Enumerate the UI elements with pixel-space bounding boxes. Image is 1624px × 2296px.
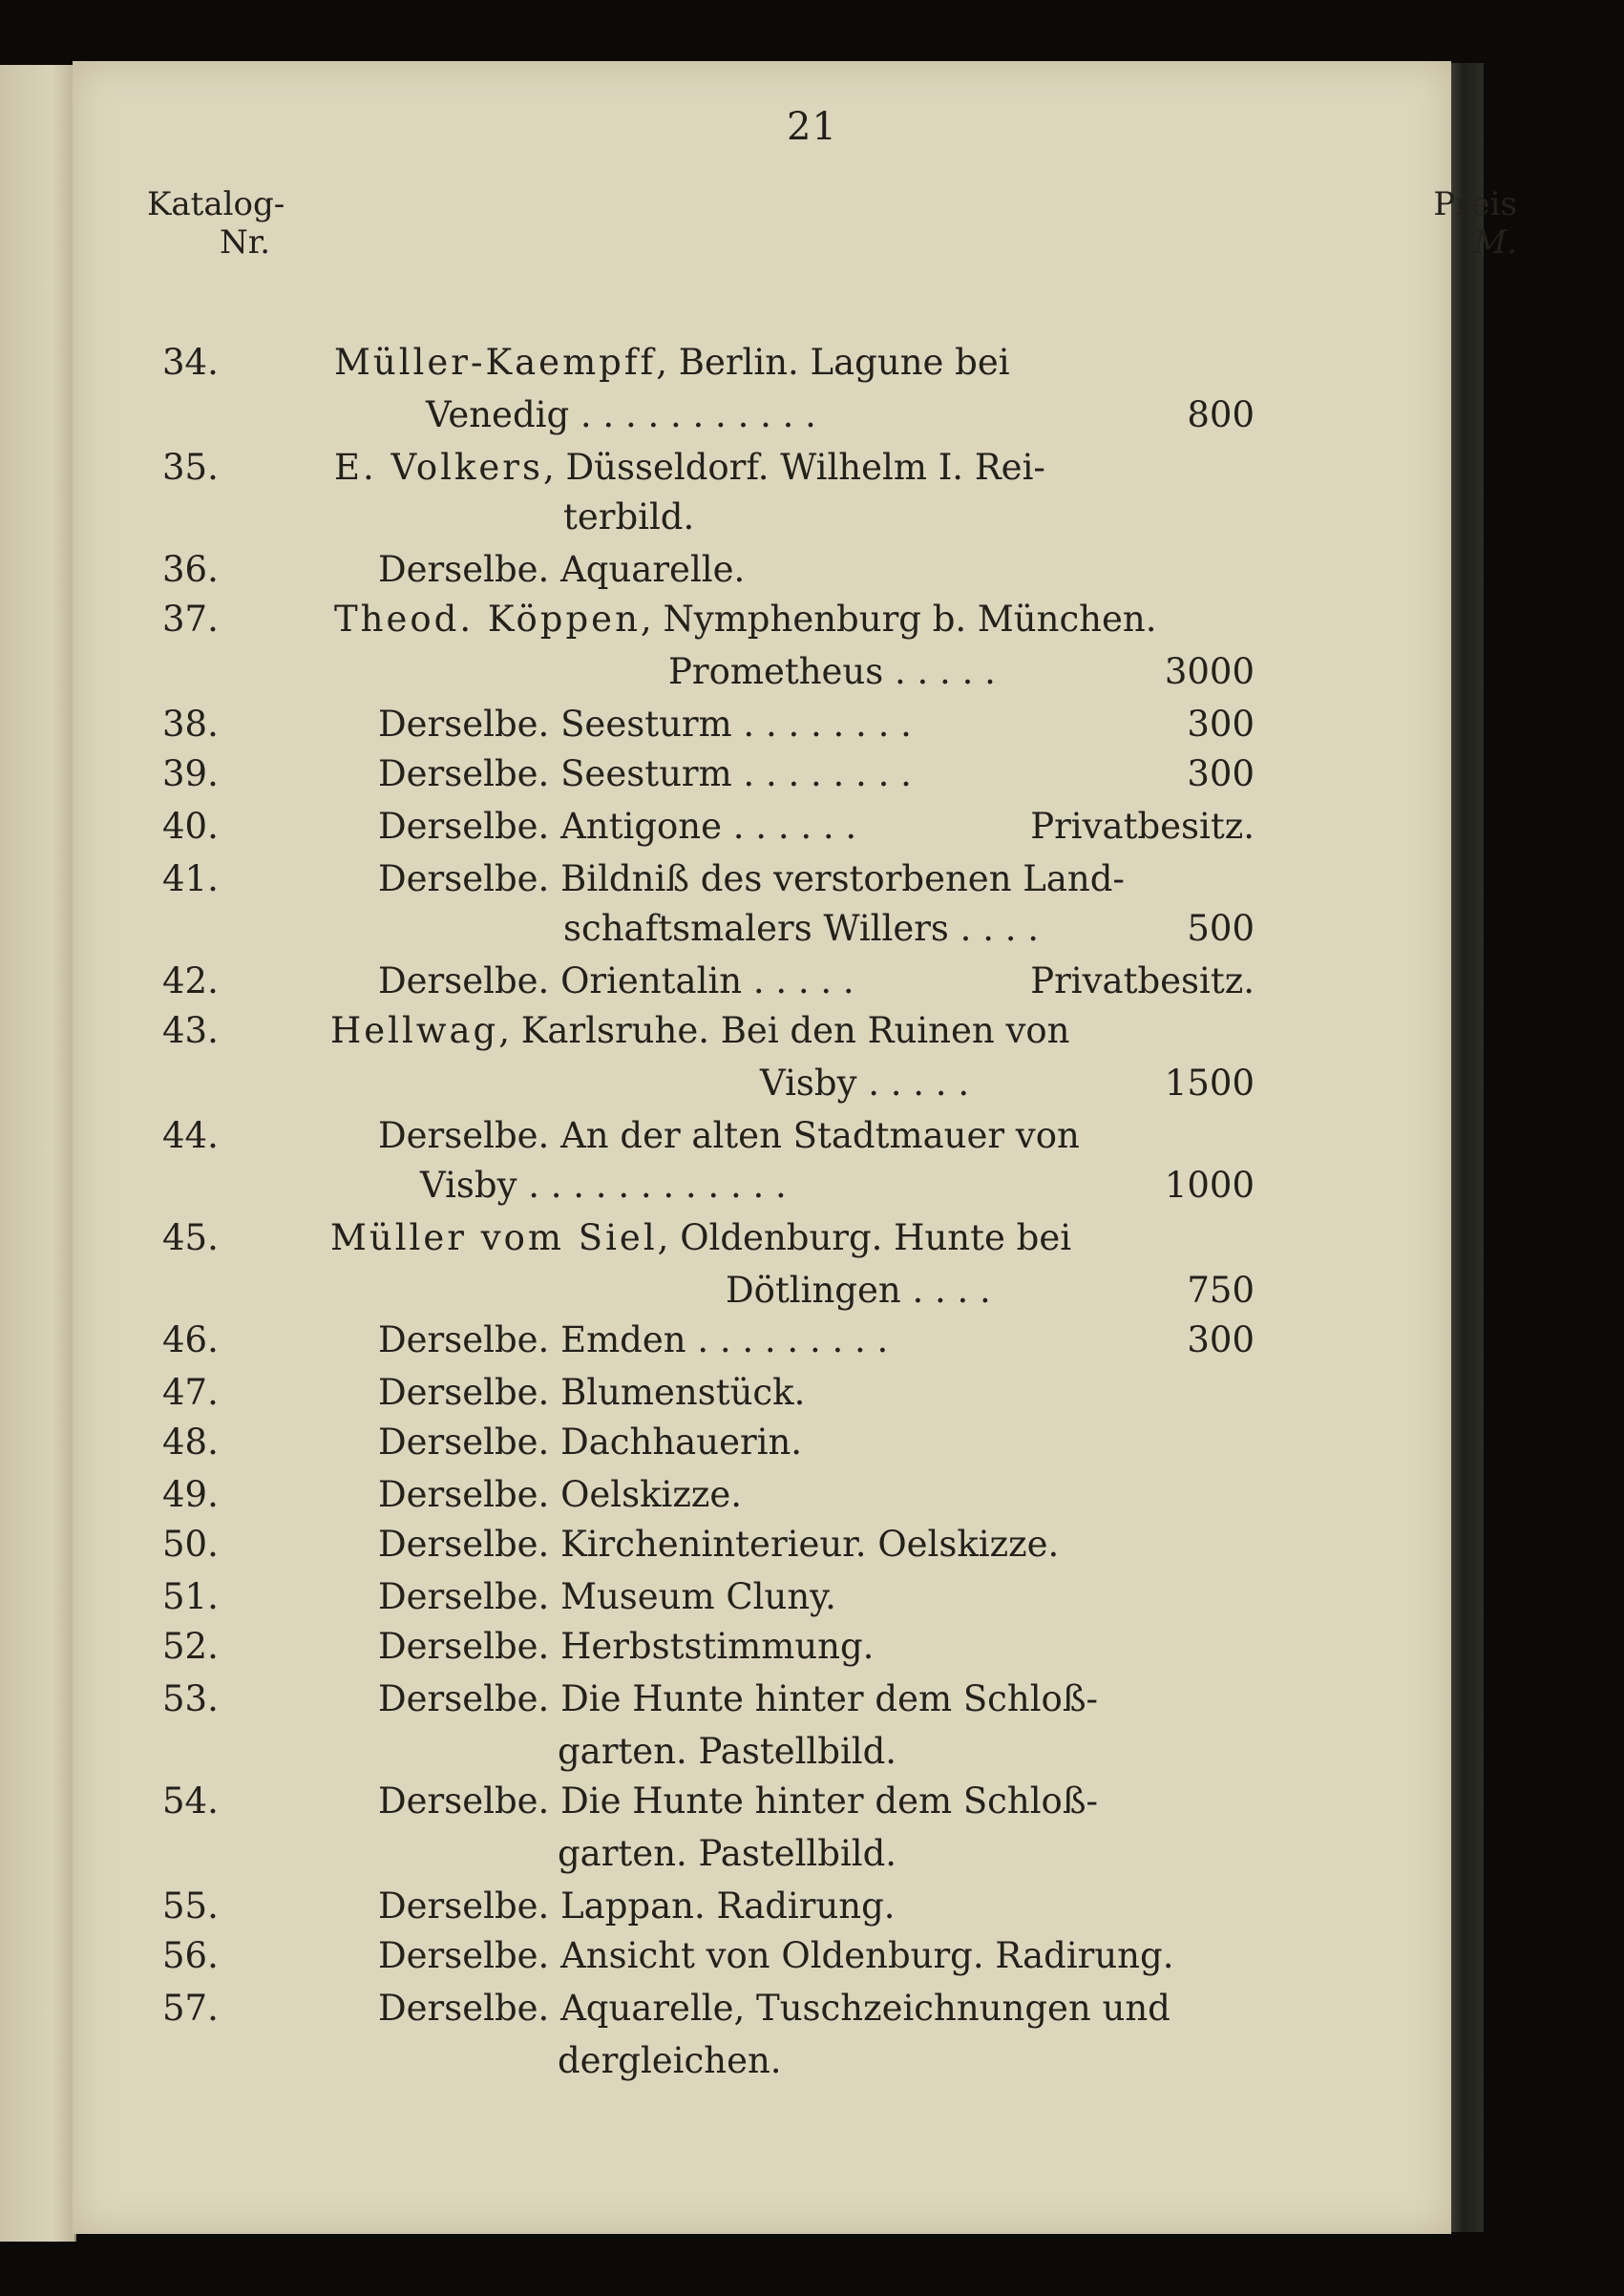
price: 1500 [1164,1063,1255,1104]
entry-43-cont: Visby . . . . . 1500 [0,1060,1337,1107]
entry-51: 51. Derselbe. Museum Cluny. [162,1576,836,1617]
entry-44: 44. Derselbe. An der alten Stadtmauer von [162,1115,1080,1156]
entry-38: 38. Derselbe. Seesturm . . . . . . . . 300 [0,701,1337,748]
price: Privatbesitz. [1030,960,1255,1001]
page-number: 21 [787,105,837,149]
artist-name: E. Volkers [334,447,543,488]
price: 750 [1187,1270,1255,1311]
entry-35-cont: terbild. [563,496,695,537]
entry-39: 39. Derselbe. Seesturm . . . . . . . . 300 [0,750,1337,798]
entry-47: 47. Derselbe. Blumenstück. [162,1372,806,1413]
artist-name: Theod. Köppen [334,599,641,640]
entry-37-cont: Prometheus . . . . . 3000 [0,648,1337,696]
entry-41: 41. Derselbe. Bildniß des verstorbenen Land- [162,858,1125,899]
entry-50: 50. Derselbe. Kircheninterieur. Oelskizze. [162,1524,1060,1565]
book-spine [1451,63,1484,2232]
entry-53-cont: garten. Pastellbild. [558,1731,897,1772]
price: 300 [1187,1319,1255,1360]
entry-57: 57. Derselbe. Aquarelle, Tuschzeichnungen und [162,1988,1171,2029]
artist-name: Müller vom Siel [330,1217,658,1258]
entry-44-cont: Visby . . . . . . . . . . . . 1000 [0,1162,1337,1210]
entry-45-cont: Dötlingen . . . . 750 [0,1267,1337,1315]
entry-48: 48. Derselbe. Dachhauerin. [162,1422,803,1463]
entry-57-cont: dergleichen. [558,2040,782,2081]
entry-56: 56. Derselbe. Ansicht von Oldenburg. Radirung. [162,1935,1174,1976]
price: 300 [1187,753,1255,794]
entry-52: 52. Derselbe. Herbststimmung. [162,1626,875,1667]
entry-45: 45. Müller vom Siel, Oldenburg. Hunte bei [162,1217,1072,1258]
price-header: Preis M. [1433,185,1517,262]
entry-55: 55. Derselbe. Lappan. Radirung. [162,1885,896,1927]
entry-54-cont: garten. Pastellbild. [558,1833,897,1874]
entry-53: 53. Derselbe. Die Hunte hinter dem Schloß- [162,1678,1099,1719]
price: 3000 [1164,651,1255,692]
entry-43: 43. Hellwag, Karlsruhe. Bei den Ruinen von [162,1010,1070,1051]
entry-35: 35. E. Volkers, Düsseldorf. Wilhelm I. Rei- [162,447,1045,488]
artist-name: Müller-Kaempff [334,342,657,383]
entry-36: 36. Derselbe. Aquarelle. [162,549,746,590]
price: 300 [1187,704,1255,745]
price: Privatbesitz. [1030,806,1255,847]
entry-40: 40. Derselbe. Antigone . . . . . . Privatbesitz. [0,803,1337,851]
entry-49: 49. Derselbe. Oelskizze. [162,1474,743,1515]
entry-34: 34. Müller-Kaempff, Berlin. Lagune bei [162,342,1010,383]
price: 800 [1187,394,1255,435]
artist-name: Hellwag [330,1010,499,1051]
entry-42: 42. Derselbe. Orientalin . . . . . Privatbesitz. [0,958,1337,1005]
entry-34-cont: Venedig . . . . . . . . . . . 800 [0,391,1337,439]
price: 1000 [1164,1165,1255,1206]
entry-46: 46. Derselbe. Emden . . . . . . . . . 300 [0,1317,1337,1364]
entry-37: 37. Theod. Köppen, Nymphenburg b. München. [162,599,1157,640]
price: 500 [1187,908,1255,949]
entry-41-cont: schaftsmalers Willers . . . . 500 [0,905,1337,953]
entry-54: 54. Derselbe. Die Hunte hinter dem Schloß- [162,1780,1099,1822]
catalog-number-header: Katalog- Nr. [147,185,285,262]
